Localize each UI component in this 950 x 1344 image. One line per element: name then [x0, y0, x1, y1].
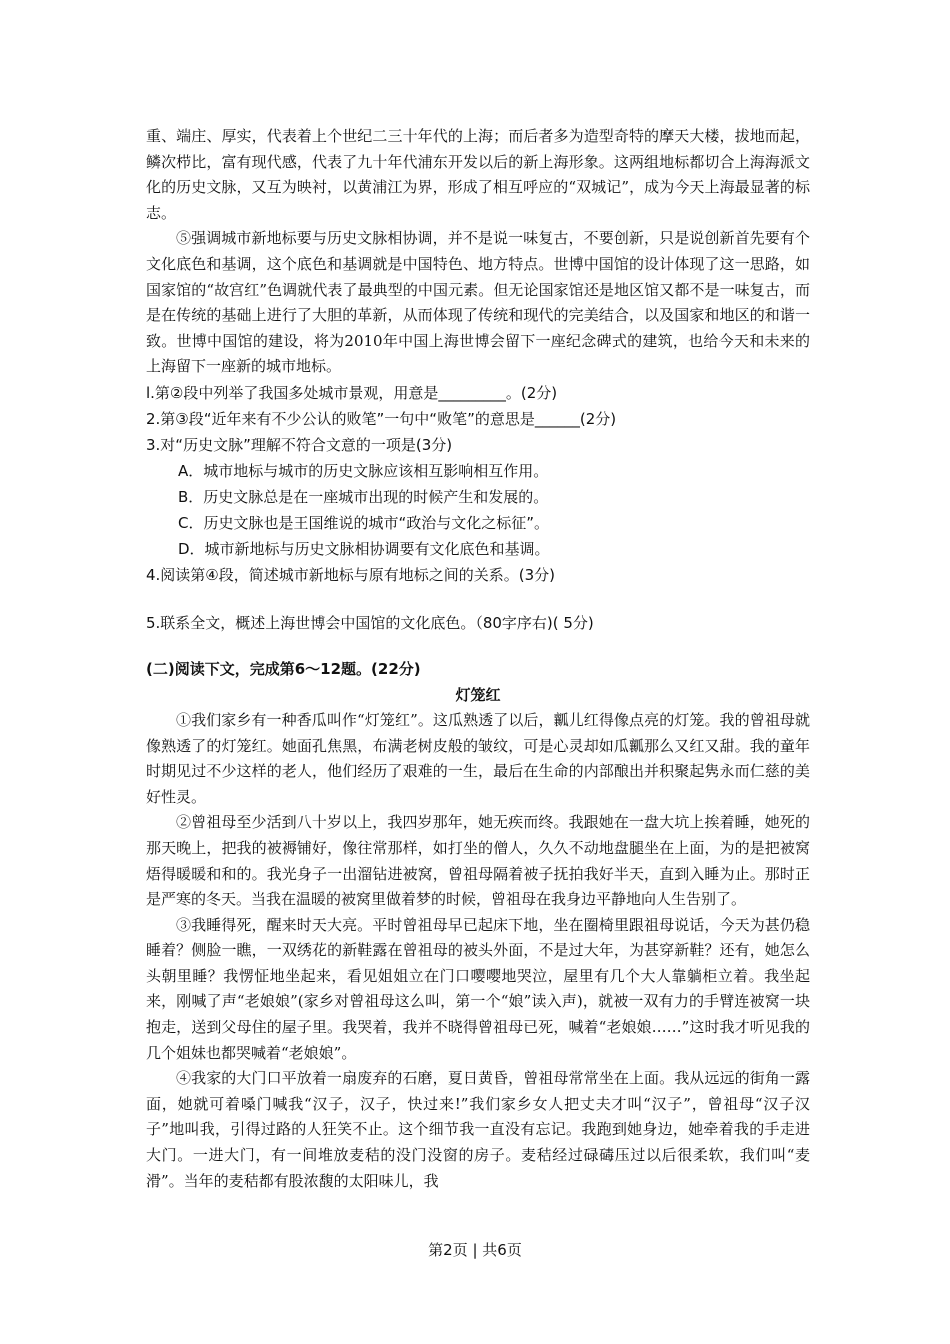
article-paragraph: ②曾祖母至少活到八十岁以上，我四岁那年，她无疾而终。我跟她在一盘大坑上挨着睡，她死的那天晚上，把我的被褥铺好，像往常那样，如打坐的僧人，久久不动地盘腿坐在上面，为的是把被窝焐得暖暖和和的。我光身子一出溜钻进被窝，曾祖母隔着被子抚拍我好半天，直到入睡为止。那时正是严寒的冬天。当我在温暖的被窝里做着梦的时候，曾祖母在我身边平静地向人生告别了。	[146, 813, 810, 909]
article-paragraph: ①我们家乡有一种香瓜叫作“灯笼红”。这瓜熟透了以后，瓤儿红得像点亮的灯笼。我的曾祖母就像熟透了的灯笼红。她面孔焦黑，布满老树皮般的皱纹，可是心灵却如瓜瓤那么又红又甜。我的童年时期见过不少这样的老人，他们经历了艰难的一生，最后在生命的内部酿出并积聚起隽永而仁慈的美好性灵。	[146, 710, 810, 806]
question-1: l.第②段中列举了我国多处城市景观，用意是_________。(2分)	[146, 383, 558, 402]
page-footer: 第2页 | 共6页	[428, 1241, 522, 1259]
article-paragraph: ③我睡得死，醒来时天大亮。平时曾祖母早已起床下地，坐在圈椅里跟祖母说话，今天为甚仍稳睡着？侧脸一瞧，一双绣花的新鞋露在曾祖母的被头外面，不是过大年，为甚穿新鞋？还有，她怎么头朝里睡？我愣怔地坐起来，看见姐姐立在门口嘤嘤地哭泣，屋里有几个大人靠躺柜立着。我坐起来，刚喊了声“老娘娘”(家乡对曾祖母这么叫，第一个“娘”读入声)，就被一双有力的手臂连被窝一块抱走，送到父母住的屋子里。我哭着，我并不晓得曾祖母已死，喊着“老娘娘……”这时我才听见我的几个姐妹也都哭喊着“老娘娘”。	[146, 915, 810, 1062]
question-4: 4.阅读第④段，简述城市新地标与原有地标之间的关系。(3分)	[146, 565, 556, 584]
question-3-option-a: A．城市地标与城市的历史文脉应该相互影响相互作用。	[178, 461, 549, 480]
passage-paragraph: 重、端庄、厚实，代表着上个世纪二三十年代的上海；而后者多为造型奇特的摩天大楼，拔地而起，鳞次栉比，富有现代感，代表了九十年代浦东开发以后的新上海形象。这两组地标都切合上海海派文化的历史文脉，又互为映衬，以黄浦江为界，形成了相互呼应的“双城记”，成为今天上海最显著的标志。	[146, 127, 810, 222]
question-3: 3.对“历史文脉”理解不符合文意的一项是(3分)	[146, 435, 453, 454]
question-3-option-d: D．城市新地标与历史文脉相协调要有文化底色和基调。	[178, 539, 550, 558]
question-3-option-c: C．历史文脉也是王国维说的城市“政治与文化之标征”。	[178, 513, 550, 532]
section-heading: (二)阅读下文，完成第6～12题。(22分)	[146, 659, 421, 678]
answer-space	[146, 588, 810, 610]
question-2: 2.第③段“近年来有不少公认的败笔”一句中“败笔”的意思是______(2分)	[146, 409, 617, 428]
question-5: 5.联系全文，概述上海世博会中国馆的文化底色。（80字序右)( 5分)	[146, 613, 594, 632]
article-paragraph: ④我家的大门口平放着一扇废弃的石磨，夏日黄昏，曾祖母常常坐在上面。我从远远的街角一露面，她就可着嗓门喊我“汉子，汉子，快过来!”我们家乡女人把丈夫才叫“汉子”，曾祖母“汉子汉子”地叫我，引得过路的人狂笑不止。这个细节我一直没有忘记。我跑到她身边，她牵着我的手走进大门。一进大门，有一间堆放麦秸的没门没窗的房子。麦秸经过碌碡压过以后很柔软，我们叫“麦滑”。当年的麦秸都有股浓馥的太阳味儿，我	[146, 1069, 810, 1190]
question-3-option-b: B．历史文脉总是在一座城市出现的时候产生和发展的。	[178, 487, 549, 506]
passage-paragraph: ⑤强调城市新地标要与历史文脉相协调，并不是说一味复古，不要创新，只是说创新首先要有个文化底色和基调，这个底色和基调就是中国特色、地方特点。世博中国馆的设计体现了这一思路，如国家馆的“故宫红”色调就代表了最典型的中国元素。但无论国家馆还是地区馆又都不是一味复古，而是在传统的基础上进行了大胆的革新，从而体现了传统和现代的完美结合，以及国家和地区的和谐一致。世博中国馆的建设，将为2010年中国上海世博会留下一座纪念碑式的建筑，也给今天和未来的上海留下一座新的城市地标。	[146, 229, 810, 376]
answer-space	[146, 636, 810, 656]
article-title: 灯笼红	[455, 685, 501, 704]
